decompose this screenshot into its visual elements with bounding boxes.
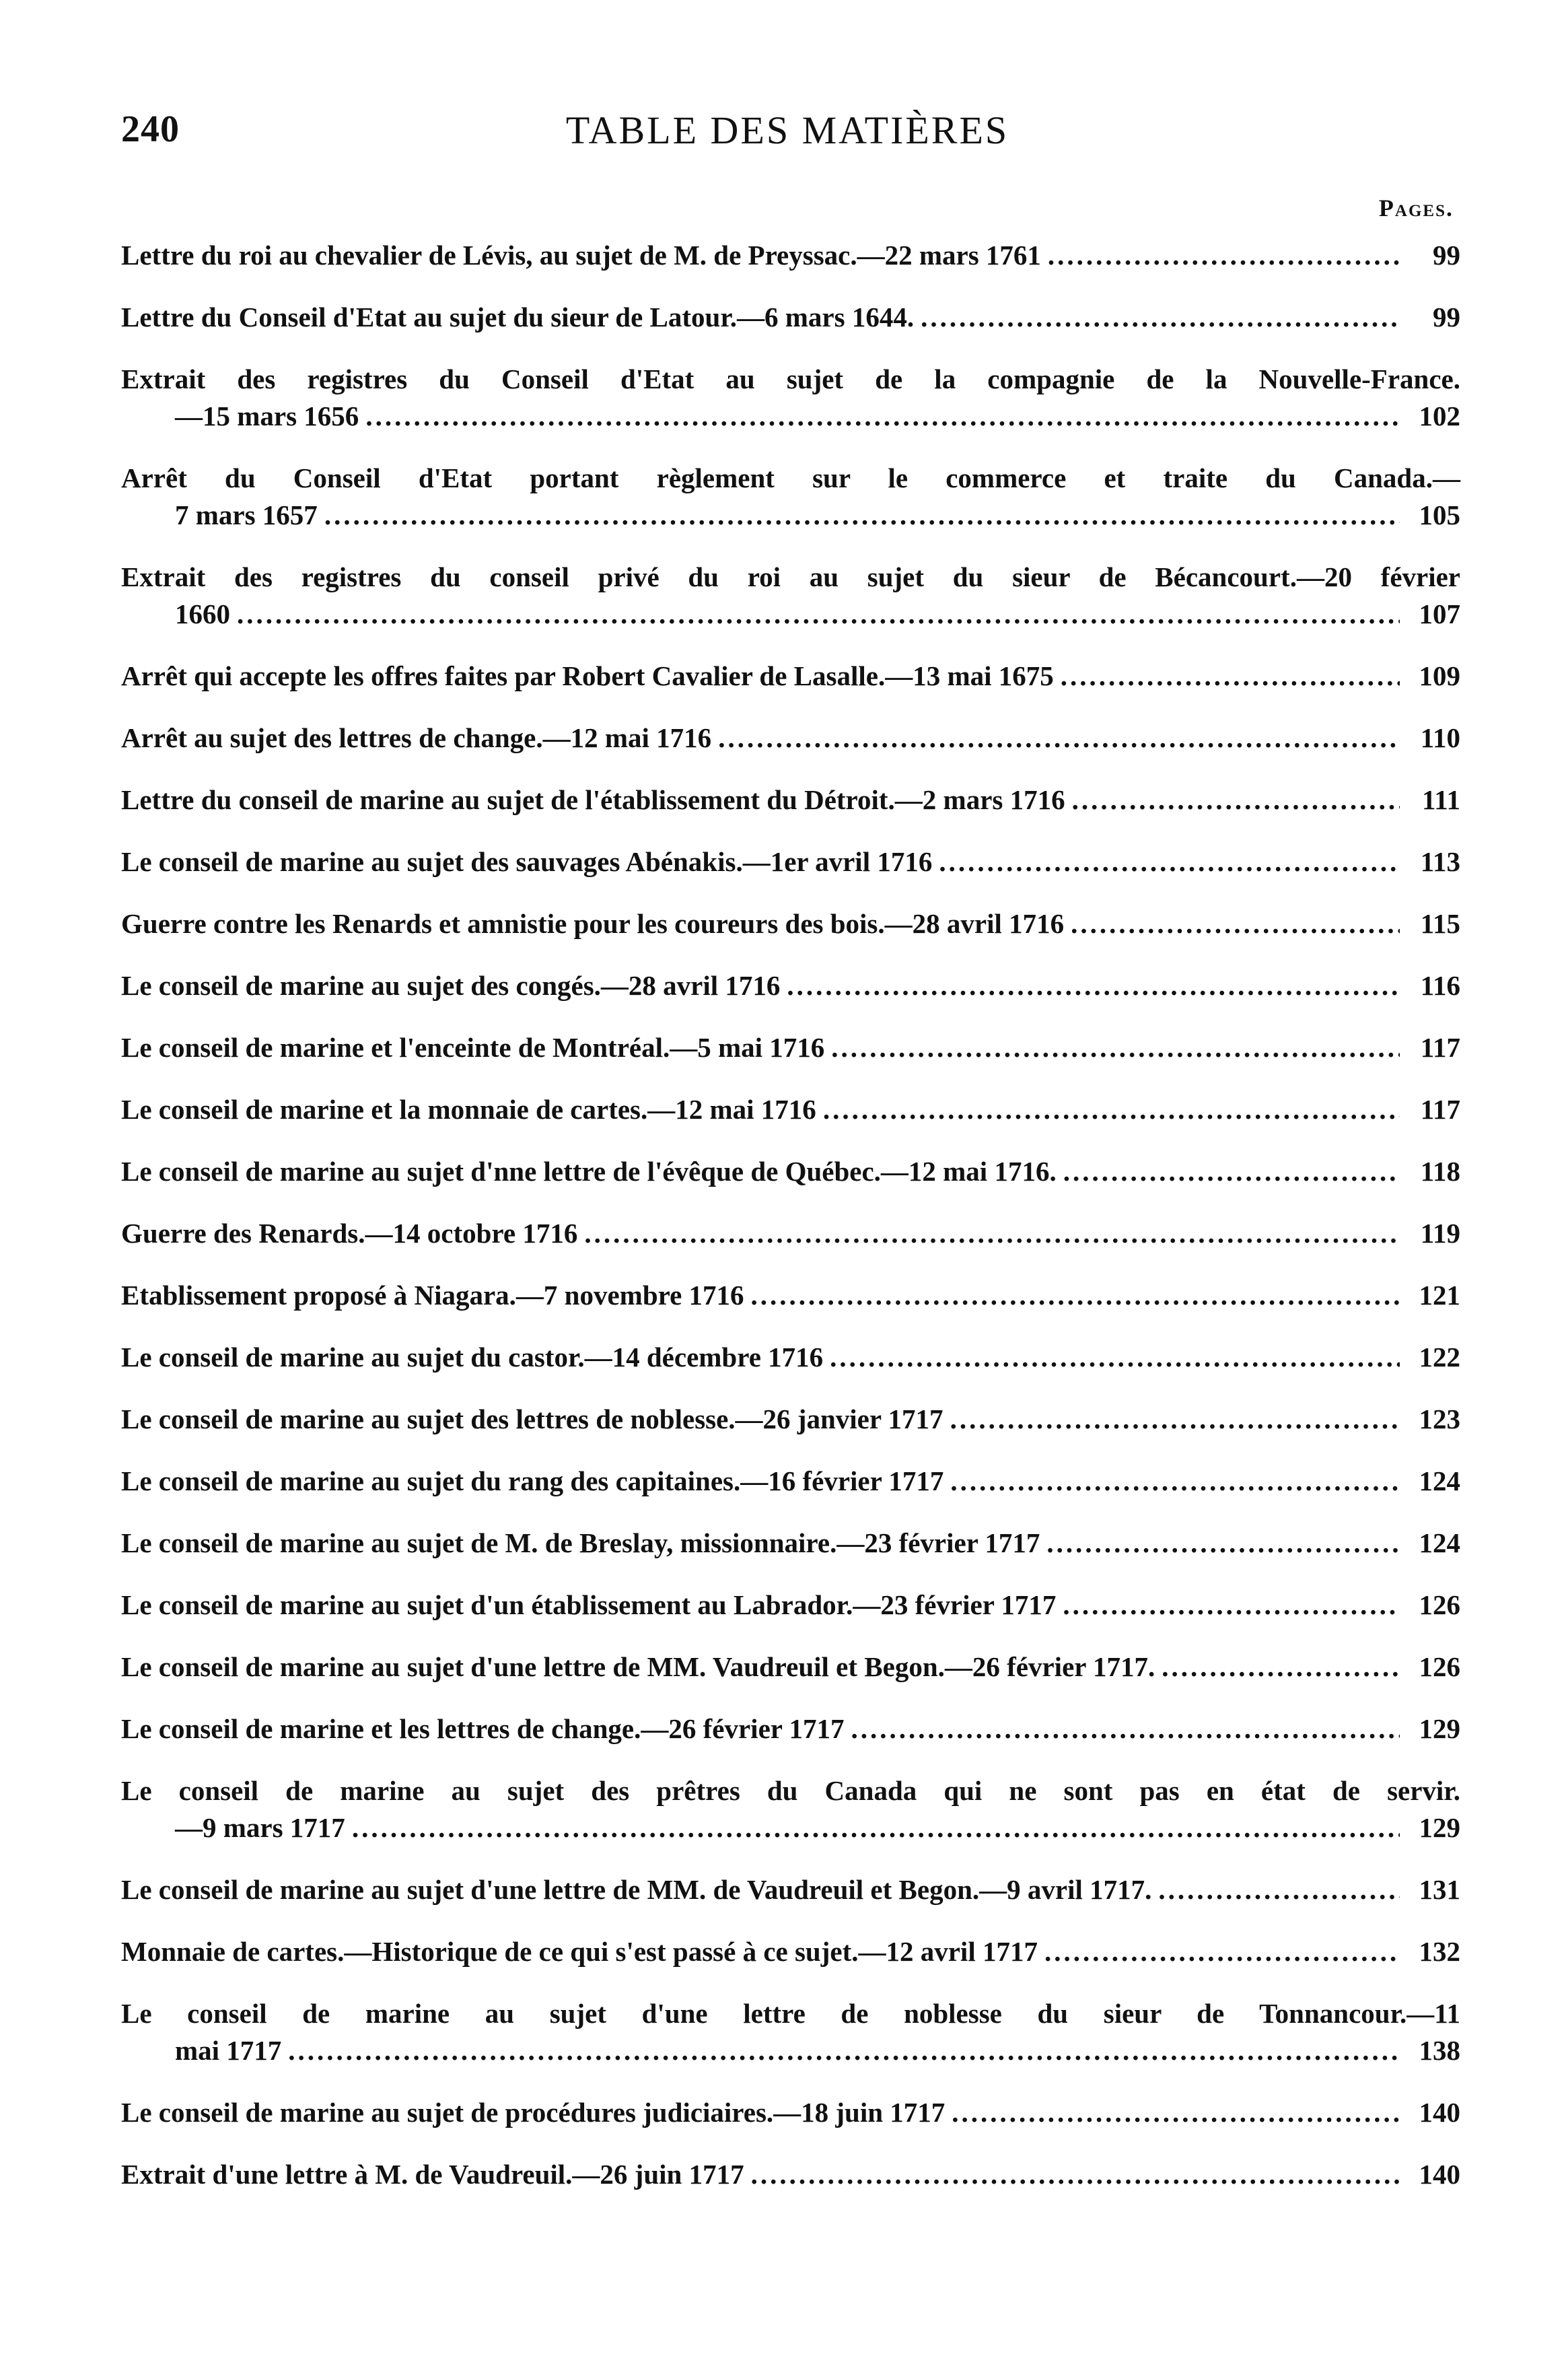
- toc-entry-title: Le conseil de marine au sujet des lettres de noblesse.—26 janvier 1717: [121, 1404, 943, 1434]
- toc-entry-title: Etablissement proposé à Niagara.—7 novembre 1716: [121, 1280, 744, 1311]
- page-number: 240: [121, 108, 180, 150]
- dot-leader: [324, 497, 1400, 534]
- toc-entry-title: Le conseil de marine au sujet de procédures judiciaires.—18 juin 1717: [121, 2097, 946, 2128]
- toc-entry-page: 140: [1419, 2159, 1460, 2190]
- toc-entry-title: Le conseil de marine et les lettres de change.—26 février 1717: [121, 1713, 845, 1744]
- toc-entry-page: 118: [1420, 1156, 1460, 1187]
- toc-entry-title: Le conseil de marine au sujet d'une lettre de MM. de Vaudreuil et Begon.—9 avril 1717.: [121, 1874, 1152, 1905]
- dot-leader: [751, 1277, 1400, 1314]
- toc-entry-page: 99: [1433, 240, 1460, 271]
- toc-entry-page: 126: [1419, 1589, 1460, 1620]
- toc-entry: [121, 1215, 1460, 1252]
- toc-entry-title: Arrêt au sujet des lettres de change.—12 mai 1716: [121, 722, 712, 753]
- toc-entry: [121, 1871, 1460, 1908]
- dot-leader: [939, 843, 1400, 880]
- toc-entry: [121, 299, 1460, 336]
- toc-entry-title: Le conseil de marine au sujet d'nne lettre de l'évêque de Québec.—12 mai 1716.: [121, 1156, 1057, 1187]
- toc-entry-title: Extrait des registres du Conseil d'Etat au sujet de la compagnie de la Nouvelle-France.: [121, 363, 1460, 394]
- toc-entry-page: 102: [1419, 401, 1460, 431]
- toc-entry-page: 111: [1422, 784, 1460, 815]
- toc-entry-page: 117: [1420, 1032, 1460, 1063]
- toc-entry-page: 124: [1419, 1527, 1460, 1558]
- dot-leader: [288, 2032, 1400, 2069]
- dot-leader: [237, 596, 1400, 633]
- toc-entry-title: Le conseil de marine au sujet des prêtres du Canada qui ne sont pas en état de servir.: [121, 1775, 1460, 1806]
- toc-entry-page: 99: [1433, 302, 1460, 333]
- toc-entry-title: Guerre contre les Renards et amnistie pour les coureurs des bois.—28 avril 1716: [121, 908, 1065, 939]
- toc-entry: [121, 559, 1460, 633]
- toc-entry: [121, 1995, 1460, 2069]
- dot-leader: [1063, 1587, 1400, 1624]
- toc-entry-title: Le conseil de marine au sujet d'une lettre de noblesse du sieur de Tonnancour.—11: [121, 1998, 1460, 2029]
- toc-entry: [121, 1587, 1460, 1624]
- toc-entry-title: Le conseil de marine et la monnaie de cartes.—12 mai 1716: [121, 1094, 816, 1125]
- dot-leader: [950, 1463, 1400, 1500]
- dot-leader: [1158, 1871, 1400, 1908]
- toc-entry-title: Lettre du conseil de marine au sujet de l'établissement du Détroit.—2 mars 1716: [121, 784, 1065, 815]
- toc-entry-page: 105: [1419, 499, 1460, 530]
- toc-entry: [121, 1029, 1460, 1066]
- dot-leader: [851, 1710, 1400, 1747]
- toc-entry-continuation: 7 mars 1657: [175, 499, 318, 530]
- page-title: TABLE DES MATIÈRES: [565, 108, 1009, 152]
- toc-entry: [121, 967, 1460, 1004]
- toc-entry-page: 123: [1419, 1404, 1460, 1434]
- toc-entry-page: 122: [1419, 1342, 1460, 1373]
- dot-leader: [751, 2156, 1400, 2193]
- toc-entry-page: 109: [1419, 660, 1460, 691]
- toc-entry-continuation: —15 mars 1656: [175, 401, 359, 431]
- dot-leader: [1046, 1525, 1400, 1562]
- dot-leader: [1044, 1933, 1400, 1970]
- toc-entry-page: 121: [1419, 1280, 1460, 1311]
- toc-entry: [121, 1277, 1460, 1314]
- dot-leader: [1061, 658, 1400, 695]
- dot-leader: [718, 720, 1400, 757]
- toc-entry-page: 110: [1420, 722, 1460, 753]
- toc-entry-page: 132: [1419, 1936, 1460, 1967]
- toc-entry: [121, 2156, 1460, 2193]
- toc-entry-title: Arrêt du Conseil d'Etat portant règlement sur le commerce et traite du Canada.—: [121, 462, 1460, 493]
- toc-entry-page: 115: [1420, 908, 1460, 939]
- toc-entry-title: Le conseil de marine au sujet du rang des capitaines.—16 février 1717: [121, 1465, 944, 1496]
- toc-entry-title: Lettre du Conseil d'Etat au sujet du sieur de Latour.—6 mars 1644.: [121, 302, 915, 333]
- dot-leader: [952, 2094, 1400, 2131]
- toc-entry: [121, 1772, 1460, 1846]
- toc-entry: [121, 1933, 1460, 1970]
- dot-leader: [823, 1091, 1400, 1128]
- dot-leader: [1072, 782, 1400, 819]
- running-head: [121, 108, 1454, 162]
- toc-entry: [121, 720, 1460, 757]
- toc-entry-title: Monnaie de cartes.—Historique de ce qui s'est passé à ce sujet.—12 avril 1717: [121, 1936, 1038, 1967]
- pages-column-label: Pages.: [1378, 195, 1454, 221]
- toc-entry-page: 113: [1420, 846, 1460, 877]
- toc-entry-title: Le conseil de marine au sujet du castor.—14 décembre 1716: [121, 1342, 824, 1373]
- toc-entry-title: Lettre du roi au chevalier de Lévis, au sujet de M. de Preyssac.—22 mars 1761: [121, 240, 1041, 271]
- toc-entry: [121, 1401, 1460, 1438]
- toc-entry: [121, 2094, 1460, 2131]
- toc-entry: [121, 1649, 1460, 1686]
- dot-leader: [921, 299, 1400, 336]
- toc-entry-page: 126: [1419, 1651, 1460, 1682]
- dot-leader: [1162, 1649, 1400, 1686]
- toc-entry: [121, 1091, 1460, 1128]
- toc-entry-page: 129: [1419, 1713, 1460, 1744]
- toc-entry-page: 138: [1419, 2035, 1460, 2066]
- toc-entry-title: Extrait des registres du conseil privé du roi au sujet du sieur de Bécancourt.—20 février: [121, 561, 1460, 592]
- toc-entry: [121, 782, 1460, 819]
- dot-leader: [584, 1215, 1400, 1252]
- toc-entry: [121, 1463, 1460, 1500]
- toc-entry-title: Le conseil de marine au sujet des congés.—28 avril 1716: [121, 970, 781, 1001]
- dot-leader: [830, 1339, 1400, 1376]
- toc-entry-page: 116: [1420, 970, 1460, 1001]
- toc-entry-page: 119: [1420, 1218, 1460, 1249]
- toc-entry-page: 117: [1420, 1094, 1460, 1125]
- toc-entry: [121, 237, 1460, 274]
- dot-leader: [352, 1809, 1400, 1846]
- toc-entry-title: Le conseil de marine au sujet des sauvages Abénakis.—1er avril 1716: [121, 846, 933, 877]
- dot-leader: [1071, 905, 1400, 942]
- toc-entry-continuation: 1660: [175, 598, 230, 629]
- toc-entry-page: 140: [1419, 2097, 1460, 2128]
- toc-entry-page: 131: [1419, 1874, 1460, 1905]
- table-of-contents: [121, 237, 1460, 2218]
- toc-entry-title: Extrait d'une lettre à M. de Vaudreuil.—26 juin 1717: [121, 2159, 744, 2190]
- toc-entry: [121, 460, 1460, 534]
- toc-entry-continuation: —9 mars 1717: [175, 1812, 345, 1843]
- toc-entry: [121, 1153, 1460, 1190]
- toc-entry: [121, 1525, 1460, 1562]
- toc-entry-title: Le conseil de marine au sujet d'une lettre de MM. Vaudreuil et Begon.—26 février 1717.: [121, 1651, 1155, 1682]
- toc-entry-title: Guerre des Renards.—14 octobre 1716: [121, 1218, 578, 1249]
- toc-entry: [121, 361, 1460, 435]
- toc-entry-continuation: mai 1717: [175, 2035, 282, 2066]
- toc-entry-title: Le conseil de marine au sujet de M. de Breslay, missionnaire.—23 février 1717: [121, 1527, 1040, 1558]
- dot-leader: [1063, 1153, 1400, 1190]
- toc-entry: [121, 843, 1460, 880]
- toc-entry-page: 129: [1419, 1812, 1460, 1843]
- toc-entry-title: Le conseil de marine et l'enceinte de Montréal.—5 mai 1716: [121, 1032, 825, 1063]
- dot-leader: [1048, 237, 1400, 274]
- toc-entry: [121, 1710, 1460, 1747]
- dot-leader: [787, 967, 1400, 1004]
- dot-leader: [831, 1029, 1400, 1066]
- toc-entry: [121, 905, 1460, 942]
- toc-entry-page: 107: [1419, 598, 1460, 629]
- toc-entry: [121, 1339, 1460, 1376]
- toc-entry-page: 124: [1419, 1465, 1460, 1496]
- dot-leader: [950, 1401, 1400, 1438]
- toc-entry: [121, 658, 1460, 695]
- dot-leader: [365, 398, 1400, 435]
- toc-entry-title: Arrêt qui accepte les offres faites par Robert Cavalier de Lasalle.—13 mai 1675: [121, 660, 1054, 691]
- toc-entry-title: Le conseil de marine au sujet d'un établissement au Labrador.—23 février 1717: [121, 1589, 1057, 1620]
